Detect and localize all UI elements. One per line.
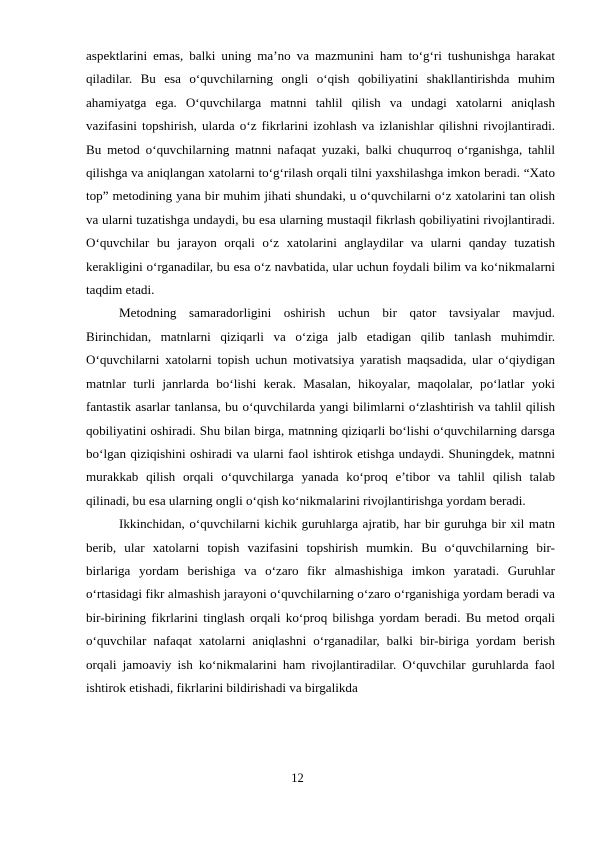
paragraph-3: Ikkinchidan, o‘quvchilarni kichik guruhlarga ajratib, har bir guruhga bir xil matn berib, ular xatolarni topish vazifasini topshirish mumkin. Bu o‘quvchilarning bir-birlariga yordam berishiga va o‘zaro fikr almashishiga imkon yaratadi. Guruhlar o‘rtasidagi fikr almashish jarayoni o‘quvchilarning o‘zaro o‘rganishiga yordam beradi va bir-birining fikrlarini tinglash orqali ko‘proq bilishga yordam beradi. Bu metod orqali o‘quvchilar nafaqat xatolarni aniqlashni o‘rganadilar, balki bir-biriga yordam berish orqali jamoaviy ish ko‘nikmalarini ham rivojlantiradilar. O‘quvchilar guruhlarda faol ishtirok etishadi, fikrlarini bildirishadi va birgalikda <box>86 516 555 695</box>
document-body <box>86 44 555 699</box>
page-number: 12 <box>291 771 304 785</box>
paragraph-1: aspektlarini emas, balki uning ma’no va mazmunini ham to‘g‘ri tushunishga harakat qiladilar. Bu esa o‘quvchilarning ongli o‘qish qobiliyatini shakllantirishda muhim ahamiyatga ega. O‘quvchilarga matnni tahlil qilish va undagi xatolarni aniqlash vazifasini topshirish, ularda o‘z fikrlarini izohlash va izlanishlar qilishni rivojlantiradi. Bu metod o‘quvchilarning matnni nafaqat yuzaki, balki chuqurroq o‘rganishga, tahlil qilishga va aniqlangan xatolarni to‘g‘rilash orqali tilni yaxshilashga imkon beradi. “Xato top” metodining yana bir muhim jihati shundaki, u o‘quvchilarni o‘z xatolarini tan olish va ularni tuzatishga undaydi, bu esa ularning mustaqil fikrlash qobiliyatini rivojlantiradi. O‘quvchilar bu jarayon orqali o‘z xatolarini anglaydilar va ularni qanday tuzatish kerakligini o‘rganadilar, bu esa o‘z navbatida, ular uchun foydali bilim va ko‘nikmalarni taqdim etadi. <box>86 48 555 298</box>
paragraph-2: Metodning samaradorligini oshirish uchun bir qator tavsiyalar mavjud. Birinchidan, matnlarni qiziqarli va o‘ziga jalb etadigan qilib tanlash muhimdir. O‘quvchilarni xatolarni topish uchun motivatsiya yaratish maqsadida, ular o‘qiydigan matnlar turli janrlarda bo‘lishi kerak. Masalan, hikoyalar, maqolalar, po‘latlar yoki fantastik asarlar tanlansa, bu o‘quvchilarda yangi bilimlarni o‘zlashtirish va tahlil qilish qobiliyatini oshiradi. Shu bilan birga, matnning qiziqarli bo‘lishi o‘quvchilarning darsga bo‘lgan qiziqishini oshiradi va ularni faol ishtirok etishga undaydi. Shuningdek, matnni murakkab qilish orqali o‘quvchilarga yanada ko‘proq e’tibor va tahlil qilish talab qilinadi, bu esa ularning ongli o‘qish ko‘nikmalarini rivojlantirishga yordam beradi. <box>86 305 555 508</box>
